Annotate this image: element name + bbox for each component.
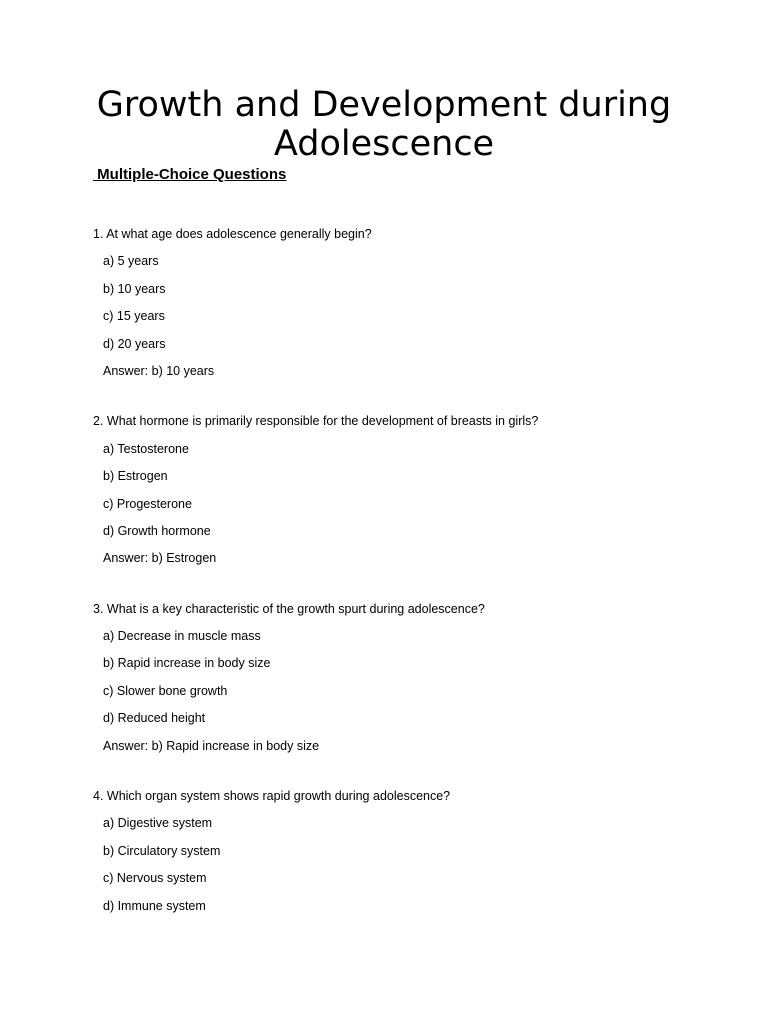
option-c: c) Progesterone: [103, 496, 192, 511]
option-d: d) Reduced height: [103, 711, 206, 726]
question-block-3: [93, 600, 713, 764]
answer-text: Answer: b) 10 years: [103, 363, 215, 378]
section-heading: Multiple-Choice Questions: [93, 166, 287, 183]
question-text: 3. What is a key characteristic of the growth spurt during adolescence?: [93, 601, 485, 616]
answer-text: Answer: b) Estrogen: [103, 551, 217, 566]
option-c: c) Nervous system: [103, 871, 207, 886]
question-block-4: [93, 787, 713, 924]
answer-text: Answer: b) Rapid increase in body size: [103, 738, 320, 753]
option-d: d) 20 years: [103, 336, 166, 351]
option-a: a) Testosterone: [103, 441, 189, 456]
option-c: c) Slower bone growth: [103, 683, 228, 698]
option-a: a) 5 years: [103, 254, 159, 269]
option-d: d) Growth hormone: [103, 523, 211, 538]
document-title: Growth and Development during Adolescence: [96, 85, 672, 164]
option-a: a) Digestive system: [103, 816, 213, 831]
question-text: 1. At what age does adolescence generally begin?: [93, 227, 372, 241]
question-list: [93, 225, 713, 947]
option-d: d) Immune system: [103, 898, 206, 913]
option-a: a) Decrease in muscle mass: [103, 629, 261, 644]
option-b: b) Rapid increase in body size: [103, 656, 271, 671]
option-b: b) 10 years: [103, 281, 166, 296]
question-text: 2. What hormone is primarily responsible for the development of breasts in girls?: [93, 414, 539, 429]
question-block-2: [93, 412, 713, 576]
option-c: c) 15 years: [103, 309, 165, 324]
option-b: b) Estrogen: [103, 469, 168, 484]
option-b: b) Circulatory system: [103, 843, 221, 858]
question-block-1: [93, 225, 713, 389]
question-text: 4. Which organ system shows rapid growth during adolescence?: [93, 789, 451, 804]
